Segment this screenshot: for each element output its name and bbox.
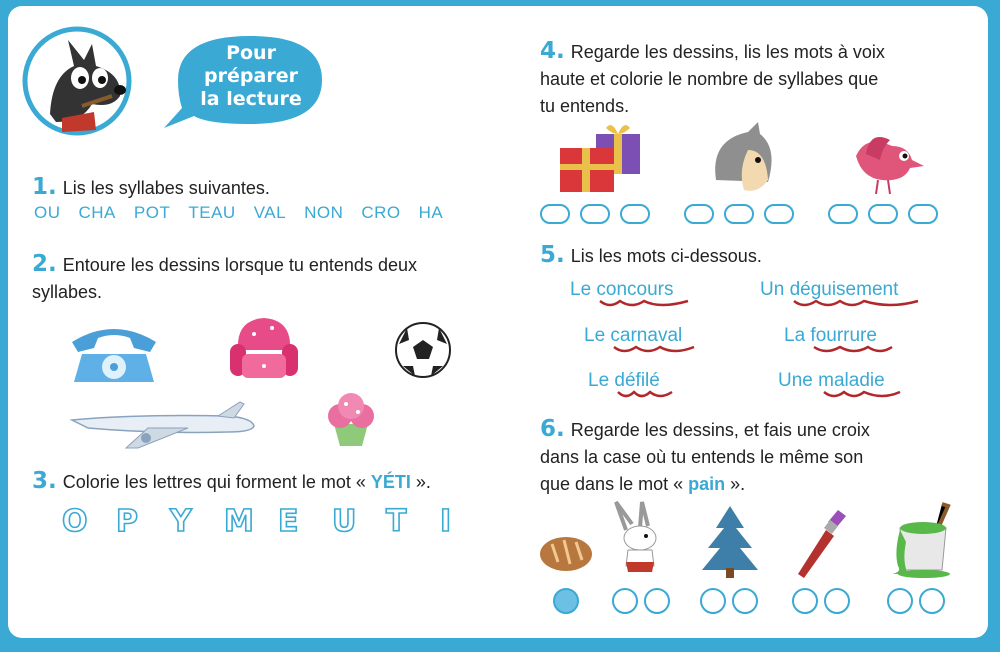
wolf-avatar-icon <box>22 26 132 136</box>
exercise-1-instruction <box>32 174 270 202</box>
rabbit-icon <box>606 500 674 580</box>
exercise-6-text-end: ». <box>725 474 746 494</box>
outline-letter[interactable]: P <box>116 504 138 539</box>
answer-circle[interactable] <box>732 588 758 614</box>
worksheet-page <box>8 6 988 638</box>
syllable-pill[interactable] <box>540 204 570 224</box>
letter-row <box>62 504 494 539</box>
outline-letter[interactable]: U <box>332 504 357 539</box>
exercise-4-number: 4. <box>540 38 565 64</box>
word-une-maladie: Une maladie <box>778 370 885 392</box>
syllable-list <box>34 203 461 223</box>
exercise-1-text: Lis les syllabes suivantes. <box>62 178 270 198</box>
outline-letter[interactable]: I <box>440 504 452 539</box>
syllable-pill[interactable] <box>868 204 898 224</box>
syllable-pill[interactable] <box>724 204 754 224</box>
exercise-6-number: 6. <box>540 416 565 442</box>
exercise-2-number: 2. <box>32 251 57 277</box>
bread-icon <box>538 532 594 574</box>
armchair-icon[interactable] <box>226 314 302 386</box>
answer-circle[interactable] <box>700 588 726 614</box>
answer-circle[interactable] <box>919 588 945 614</box>
bubble-line-3: la lecture <box>200 88 302 110</box>
outline-letter[interactable]: Y <box>170 504 192 539</box>
syllable-pill[interactable] <box>620 204 650 224</box>
syllable: VAL <box>253 203 287 222</box>
syllable-pill[interactable] <box>684 204 714 224</box>
syllable-pill[interactable] <box>764 204 794 224</box>
gifts-icon <box>556 120 648 196</box>
exercise-2-text-line-1: Entoure les dessins lorsque tu entends deux <box>62 255 417 275</box>
exercise-6-text-line-2: dans la case où tu entends le même son <box>540 447 864 467</box>
exercise-5-instruction <box>540 242 762 270</box>
syllable: HA <box>418 203 444 222</box>
exercise-4-text-line-3: tu entends. <box>540 96 630 116</box>
bubble-line-2: préparer <box>204 65 298 87</box>
outline-letter[interactable]: T <box>386 504 407 539</box>
fir-tree-icon <box>698 504 762 580</box>
outline-letter[interactable]: E <box>278 504 299 539</box>
exercise-4-instruction <box>540 38 970 120</box>
exercise-2-instruction <box>32 251 472 306</box>
syllable-pill[interactable] <box>580 204 610 224</box>
exercise-4-text-line-1: Regarde les dessins, lis les mots à voix <box>570 42 885 62</box>
syllable-pill[interactable] <box>828 204 858 224</box>
title-bubble <box>158 28 328 132</box>
exercise-3-instruction <box>32 468 431 496</box>
exercise-3-number: 3. <box>32 468 57 494</box>
outline-letter[interactable]: O <box>62 504 88 539</box>
word-un-deguisement: Un déguisement <box>760 279 898 301</box>
exercise-5-text: Lis les mots ci-dessous. <box>570 246 762 266</box>
bird-icon <box>846 126 926 198</box>
syllable-pill[interactable] <box>908 204 938 224</box>
word-le-carnaval: Le carnaval <box>584 325 682 347</box>
paint-pot-icon <box>888 502 958 580</box>
exercise-5-number: 5. <box>540 242 565 268</box>
word-la-fourrure: La fourrure <box>784 325 877 347</box>
airplane-icon[interactable] <box>68 398 258 450</box>
hedgehog-icon <box>708 120 780 198</box>
exercise-4-text-line-2: haute et colorie le nombre de syllabes que <box>540 69 879 89</box>
answer-circle[interactable] <box>792 588 818 614</box>
bubble-line-1: Pour <box>226 42 276 64</box>
exercise-3-text: Colorie les lettres qui forment le mot « <box>62 472 371 492</box>
paintbrush-icon <box>796 506 848 582</box>
exercise-1-number: 1. <box>32 174 57 200</box>
exercise-6-instruction <box>540 416 970 498</box>
exercise-6-text-line-1: Regarde les dessins, et fais une croix <box>570 420 870 440</box>
syllable: TEAU <box>188 203 236 222</box>
word-le-defile: Le défilé <box>588 370 660 392</box>
syllable: OU <box>34 203 61 222</box>
word-le-concours: Le concours <box>570 279 674 301</box>
answer-circle[interactable] <box>612 588 638 614</box>
answer-circle[interactable] <box>644 588 670 614</box>
answer-circle[interactable] <box>887 588 913 614</box>
cupcake-icon[interactable] <box>322 392 380 448</box>
exercise-6-text-line-3: que dans le mot « <box>540 474 689 494</box>
keyword-pain: pain <box>688 474 726 494</box>
syllable: NON <box>304 203 344 222</box>
syllable: CHA <box>78 203 116 222</box>
answer-circle[interactable] <box>824 588 850 614</box>
telephone-icon[interactable] <box>66 320 162 386</box>
football-icon[interactable] <box>393 320 453 380</box>
keyword-yeti: YÉTI <box>370 472 411 492</box>
answer-circle[interactable] <box>553 588 579 614</box>
exercise-2-text-line-2: syllabes. <box>32 282 103 302</box>
exercise-3-text-end: ». <box>410 472 431 492</box>
outline-letter[interactable]: M <box>224 504 254 539</box>
syllable: POT <box>133 203 171 222</box>
syllable: CRO <box>361 203 401 222</box>
